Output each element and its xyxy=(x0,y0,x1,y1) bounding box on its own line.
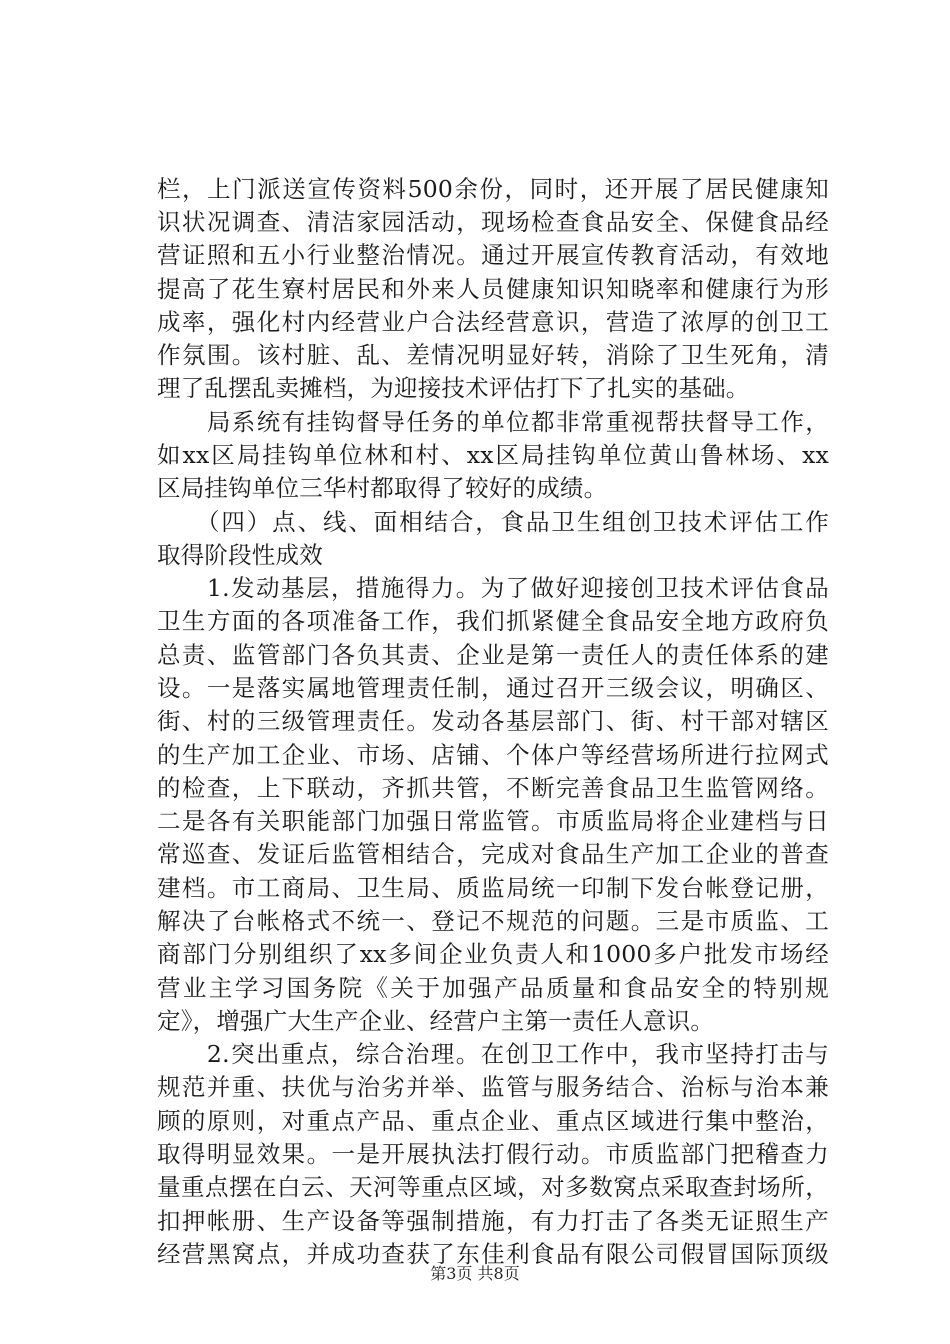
text-line: 商部门分别组织了xx多间企业负责人和1000多户批发市场经 xyxy=(157,940,829,968)
text-line: 总责、监管部门各负其责、企业是第一责任人的责任体系的建 xyxy=(157,641,829,669)
text-line: 二是各有关职能部门加强日常监管。市质监局将企业建档与日 xyxy=(157,807,829,835)
text-line: 设。一是落实属地管理责任制，通过召开三级会议，明确区、 xyxy=(157,674,829,702)
text-line: 的检查，上下联动，齐抓共管，不断完善食品卫生监管网络。 xyxy=(157,774,829,802)
text-line: 提高了花生寮村居民和外来人员健康知识知晓率和健康行为形 xyxy=(157,275,829,303)
text-line: 局系统有挂钩督导任务的单位都非常重视帮扶督导工作， xyxy=(157,408,829,436)
text-line: 成率，强化村内经营业户合法经营意识，营造了浓厚的创卫工 xyxy=(157,308,829,336)
section-heading-line: 取得阶段性成效 xyxy=(157,541,323,569)
text-line: 定》，增强广大生产企业、经营户主第一责任人意识。 xyxy=(157,1007,715,1035)
text-line: 卫生方面的各项准备工作，我们抓紧健全食品安全地方政府负 xyxy=(157,607,829,635)
text-line: 营业主学习国务院《关于加强产品质量和食品安全的特别规 xyxy=(157,974,829,1002)
text-line: 量重点摆在白云、天河等重点区域，对多数窝点采取查封场所， xyxy=(157,1173,829,1201)
text-line: 1.发动基层，措施得力。为了做好迎接创卫技术评估食品 xyxy=(157,574,829,602)
text-line: 识状况调查、清洁家园活动，现场检查食品安全、保健食品经 xyxy=(157,208,829,236)
text-line: 解决了台帐格式不统一、登记不规范的问题。三是市质监、工 xyxy=(157,907,829,935)
text-line: 建档。市工商局、卫生局、质监局统一印制下发台帐登记册， xyxy=(157,874,829,902)
text-line: 栏，上门派送宣传资料500余份，同时，还开展了居民健康知 xyxy=(157,175,829,203)
text-line: 扣押帐册、生产设备等强制措施，有力打击了各类无证照生产 xyxy=(157,1207,829,1235)
text-line: 取得明显效果。一是开展执法打假行动。市质监部门把稽查力 xyxy=(157,1140,829,1168)
text-line: 理了乱摆乱卖摊档，为迎接技术评估打下了扎实的基础。 xyxy=(157,374,750,402)
section-heading-line: （四）点、线、面相结合，食品卫生组创卫技术评估工作 xyxy=(157,508,829,536)
text-line: 规范并重、扶优与治劣并举、监管与服务结合、治标与治本兼 xyxy=(157,1073,829,1101)
text-line: 的生产加工企业、市场、店铺、个体户等经营场所进行拉网式 xyxy=(157,741,829,769)
text-line: 顾的原则，对重点产品、重点企业、重点区域进行集中整治， xyxy=(157,1107,829,1135)
page-number-footer: 第3页 共8页 xyxy=(430,1264,520,1283)
text-line: 如xx区局挂钩单位林和村、xx区局挂钩单位黄山鲁林场、xx xyxy=(157,441,829,469)
text-line: 常巡查、发证后监管相结合，完成对食品生产加工企业的普查 xyxy=(157,840,829,868)
text-line: 区局挂钩单位三华村都取得了较好的成绩。 xyxy=(157,474,608,502)
text-line: 经营黑窝点，并成功查获了东佳利食品有限公司假冒国际顶级 xyxy=(157,1240,829,1268)
text-line: 作氛围。该村脏、乱、差情况明显好转，消除了卫生死角，清 xyxy=(157,341,829,369)
text-line: 营证照和五小行业整治情况。通过开展宣传教育活动，有效地 xyxy=(157,241,829,269)
text-line: 街、村的三级管理责任。发动各基层部门、街、村干部对辖区 xyxy=(157,707,829,735)
text-line: 2.突出重点，综合治理。在创卫工作中，我市坚持打击与 xyxy=(157,1040,829,1068)
